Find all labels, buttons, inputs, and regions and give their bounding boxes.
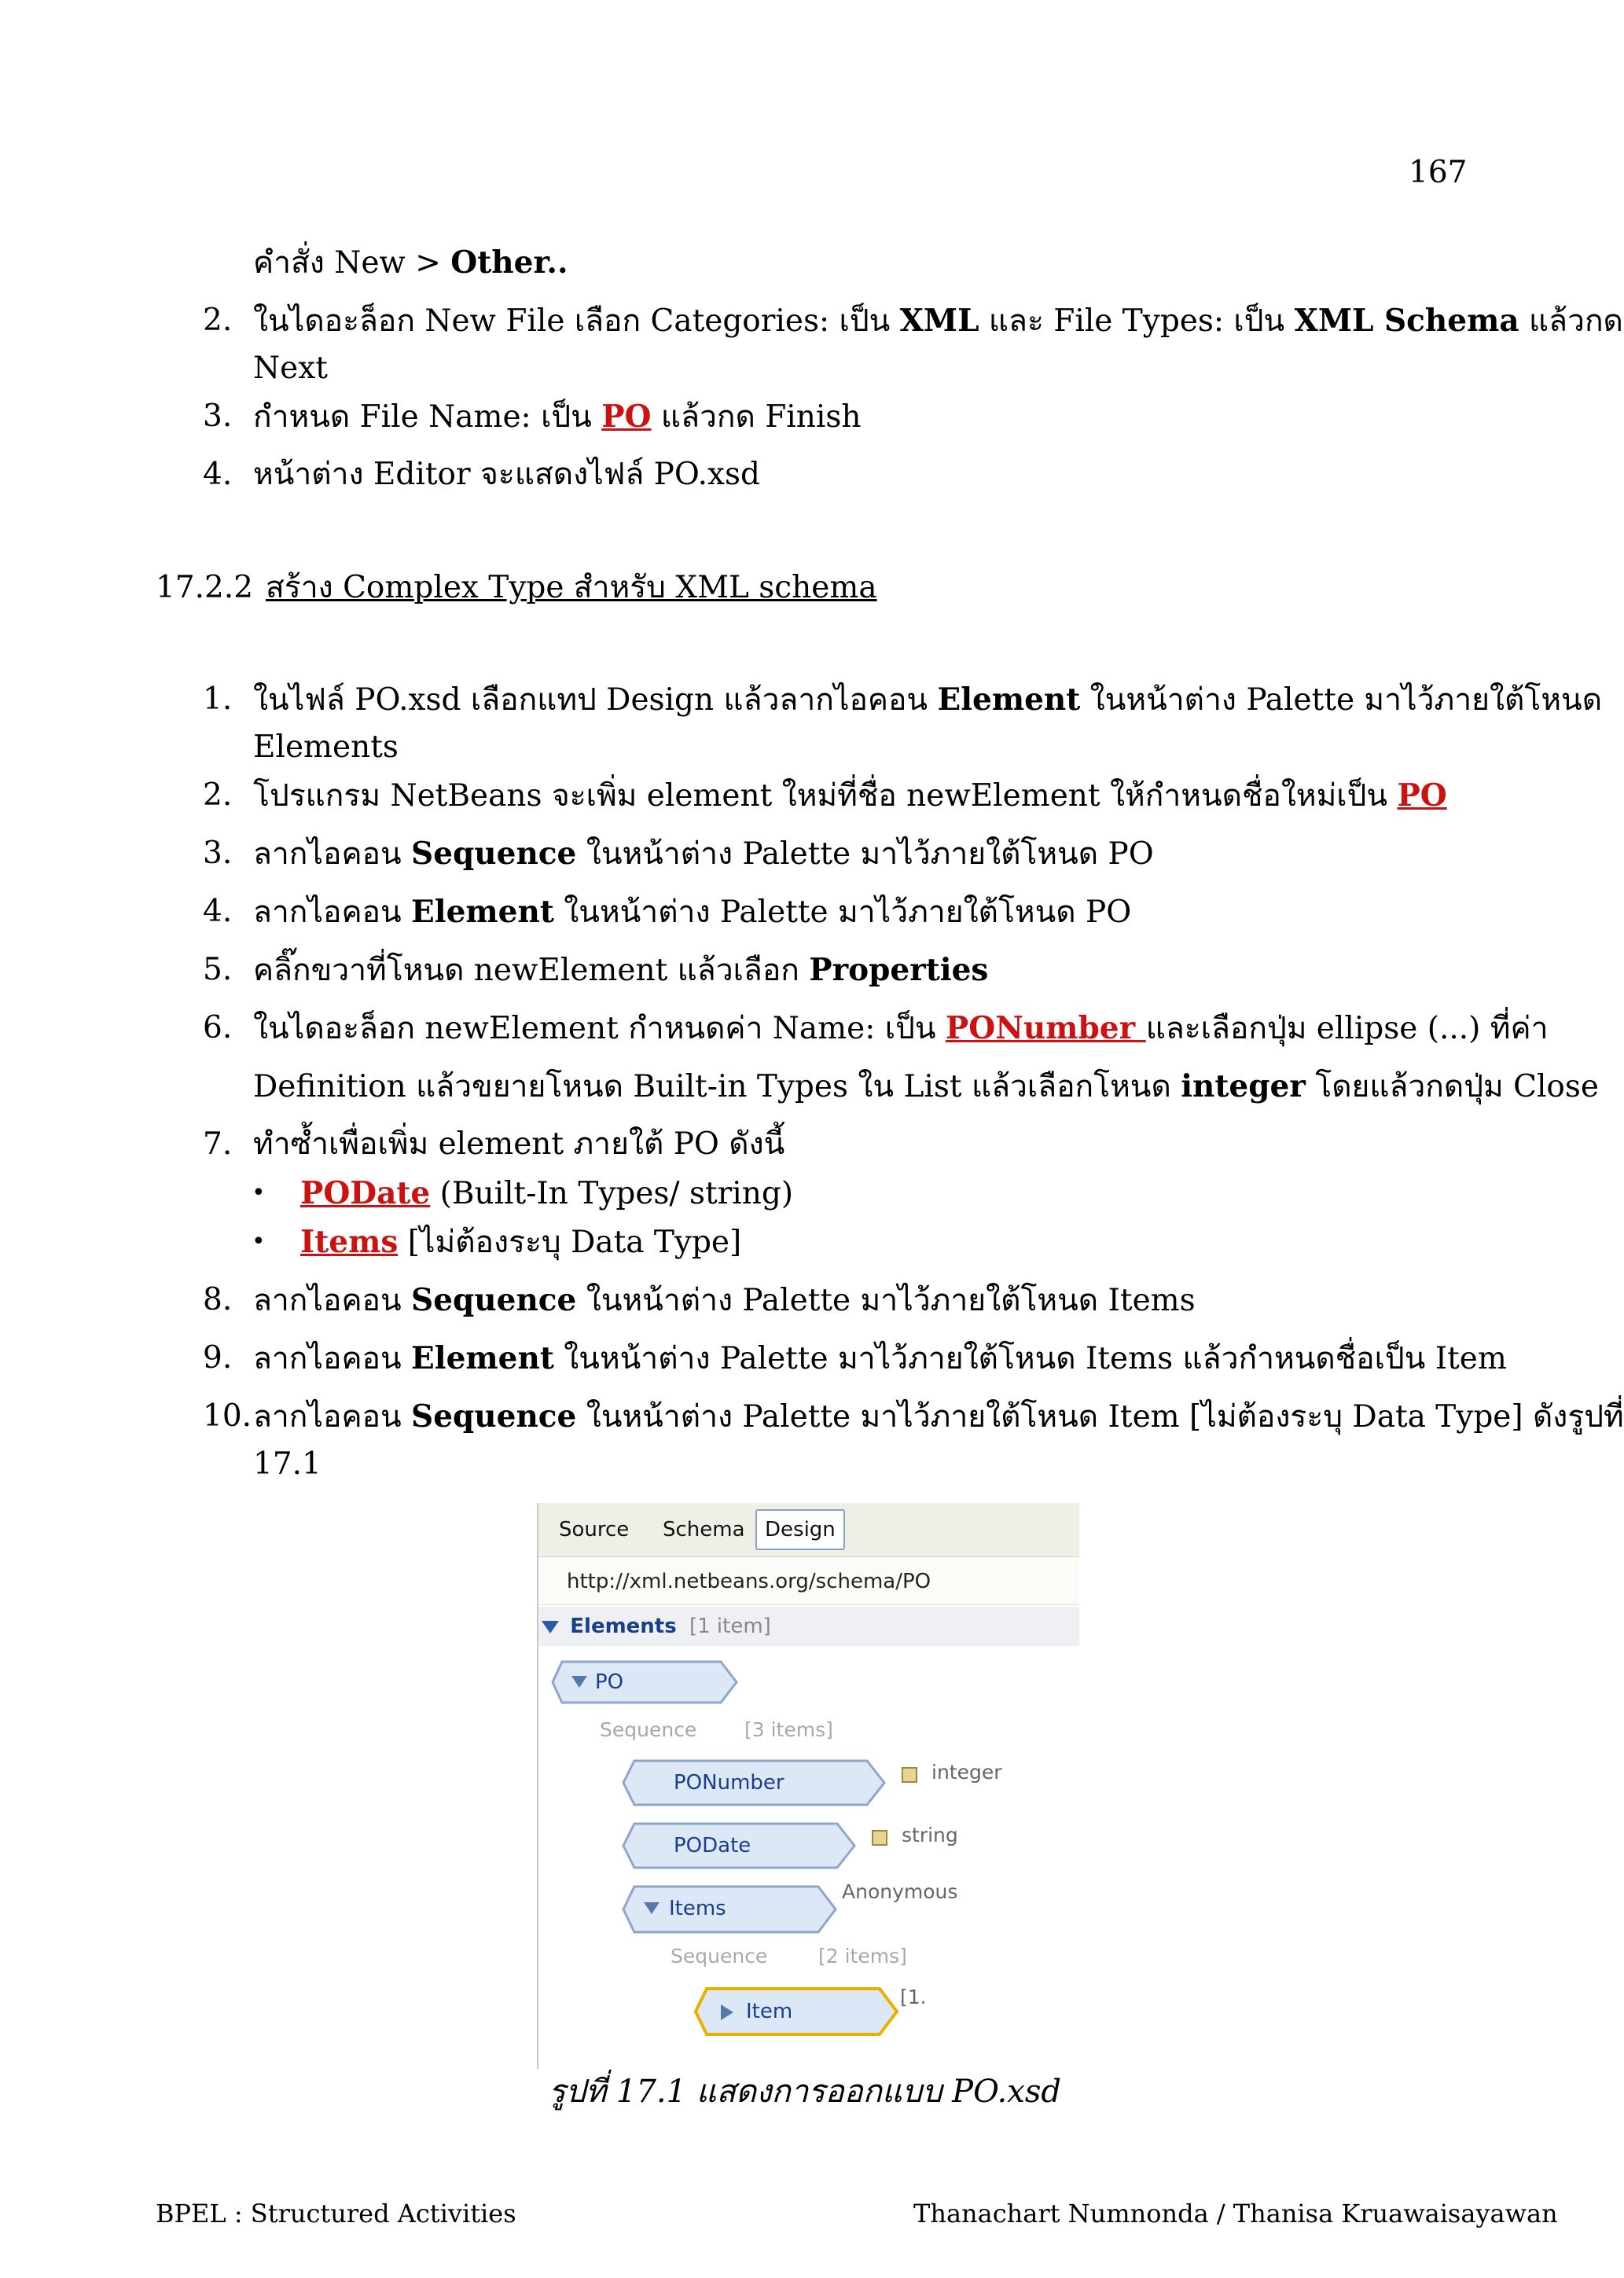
step-number: 8.	[203, 1282, 233, 1317]
step-number: 3.	[203, 836, 233, 871]
element-node-ponumber[interactable]	[622, 1759, 887, 1803]
step-text: ลากไอคอน Element ในหน้าต่าง Palette มาไว้ภายใต้โหนด PO	[253, 894, 1132, 930]
type-label: string	[902, 1824, 958, 1846]
step-number: 7.	[203, 1126, 233, 1162]
step-text: กำหนด File Name: เป็น PO แล้วกด Finish	[253, 399, 862, 435]
collapse-triangle-icon[interactable]	[571, 1676, 587, 1688]
step-text: ในไดอะล็อก newElement กำหนดค่า Name: เป็น PONumber และเลือกปุ่ม ellipse (...) ที่ค่า	[253, 1010, 1549, 1046]
step-number: 6.	[203, 1010, 233, 1045]
element-node-podate[interactable]	[622, 1822, 858, 1866]
collapse-triangle-icon[interactable]	[644, 1902, 660, 1914]
tab-schema[interactable]: Schema	[663, 1518, 745, 1541]
editor-tab-bar	[538, 1503, 1079, 1557]
node-label: Items	[669, 1897, 726, 1920]
section-number: 17.2.2	[156, 570, 254, 605]
bullet-text: Items [ไม่ต้องระบุ Data Type]	[300, 1224, 742, 1260]
page-number: 167	[1409, 155, 1468, 190]
tab-design[interactable]: Design	[755, 1509, 845, 1550]
step-text-cont: Elements	[253, 729, 399, 765]
step-text: คลิ๊กขวาที่โหนด newElement แล้วเลือก Properties	[253, 952, 989, 988]
step-text: ทำซ้ำเพื่อเพิ่ม element ภายใต้ PO ดังนี้	[253, 1126, 785, 1162]
step-text-cont: Definition แล้วขยายโหนด Built-in Types ใน List แล้วเลือกโหนด integer โดยแล้วกดปุ่ม Close	[253, 1068, 1599, 1104]
step-text: หน้าต่าง Editor จะแสดงไฟล์ PO.xsd	[253, 457, 760, 492]
step-text: ลากไอคอน Sequence ในหน้าต่าง Palette มาไว้ภายใต้โหนด PO	[253, 836, 1154, 872]
step-number: 2.	[203, 303, 233, 338]
footer-right: Thanachart Numnonda / Thanisa Kruawaisayawan	[913, 2199, 1558, 2228]
step-number: 3.	[203, 399, 233, 434]
schema-namespace: http://xml.netbeans.org/schema/PO	[538, 1558, 1079, 1605]
sequence-label: Sequence	[671, 1945, 768, 1968]
step-number: 4.	[203, 457, 233, 492]
type-label: integer	[931, 1761, 1002, 1784]
intro-line: คำสั่ง New > Other..	[253, 244, 568, 281]
bullet: •	[252, 1179, 266, 1207]
expand-triangle-icon[interactable]	[721, 2004, 733, 2020]
type-marker-icon	[872, 1830, 887, 1846]
cardinality-label: [1.	[900, 1986, 927, 2008]
type-marker-icon	[902, 1767, 917, 1783]
step-text: ลากไอคอน Element ในหน้าต่าง Palette มาไว้ภายใต้โหนด Items แล้วกำหนดชื่อเป็น Item	[253, 1340, 1507, 1376]
element-node-items[interactable]	[622, 1885, 839, 1929]
footer-left: BPEL : Structured Activities	[156, 2199, 516, 2228]
schema-design-screenshot	[537, 1503, 1079, 2069]
elements-header[interactable]	[538, 1607, 1079, 1646]
step-number: 9.	[203, 1340, 233, 1376]
node-label: Item	[746, 2000, 793, 2023]
element-node-po[interactable]	[551, 1660, 740, 1704]
section-title: สร้าง Complex Type สำหรับ XML schema	[266, 570, 877, 605]
sequence-count: [3 items]	[744, 1718, 833, 1741]
node-label: PONumber	[674, 1771, 784, 1795]
elements-count: [1 item]	[689, 1615, 771, 1638]
step-text: ลากไอคอน Sequence ในหน้าต่าง Palette มาไว้ภายใต้โหนด Item [ไม่ต้องระบุ Data Type] ดังรูปที่	[253, 1398, 1624, 1435]
step-number: 1.	[203, 682, 233, 717]
step-text: ในไฟล์ PO.xsd เลือกแทป Design แล้วลากไอคอน Element ในหน้าต่าง Palette มาไว้ภายใต้โหนด	[253, 682, 1603, 718]
step-text: โปรแกรม NetBeans จะเพิ่ม element ใหม่ที่ชื่อ newElement ให้กำหนดชื่อใหม่เป็น PO	[253, 777, 1447, 814]
elements-label: Elements	[570, 1615, 677, 1638]
step-number: 5.	[203, 952, 233, 987]
step-text: ลากไอคอน Sequence ในหน้าต่าง Palette มาไว้ภายใต้โหนด Items	[253, 1282, 1196, 1318]
step-number: 4.	[203, 894, 233, 929]
node-label: PODate	[674, 1834, 751, 1857]
sequence-count: [2 items]	[818, 1945, 907, 1968]
type-label: Anonymous	[842, 1880, 958, 1903]
step-number: 10.	[203, 1398, 252, 1434]
step-text-cont: Next	[253, 351, 328, 386]
sequence-label: Sequence	[600, 1718, 697, 1741]
step-text-cont: 17.1	[253, 1446, 321, 1482]
figure-caption: รูปที่ 17.1 แสดงการออกแบบ PO.xsd	[549, 2074, 1061, 2110]
tab-source[interactable]: Source	[559, 1518, 630, 1541]
element-node-item[interactable]	[694, 1987, 900, 2031]
step-text: ในไดอะล็อก New File เลือก Categories: เป็น XML และ File Types: เป็น XML Schema แล้วกด	[253, 303, 1623, 339]
node-label: PO	[595, 1670, 624, 1694]
expand-triangle-icon[interactable]	[542, 1621, 559, 1633]
bullet: •	[252, 1228, 266, 1255]
step-number: 2.	[203, 777, 233, 813]
bullet-text: PODate (Built-In Types/ string)	[300, 1175, 794, 1211]
